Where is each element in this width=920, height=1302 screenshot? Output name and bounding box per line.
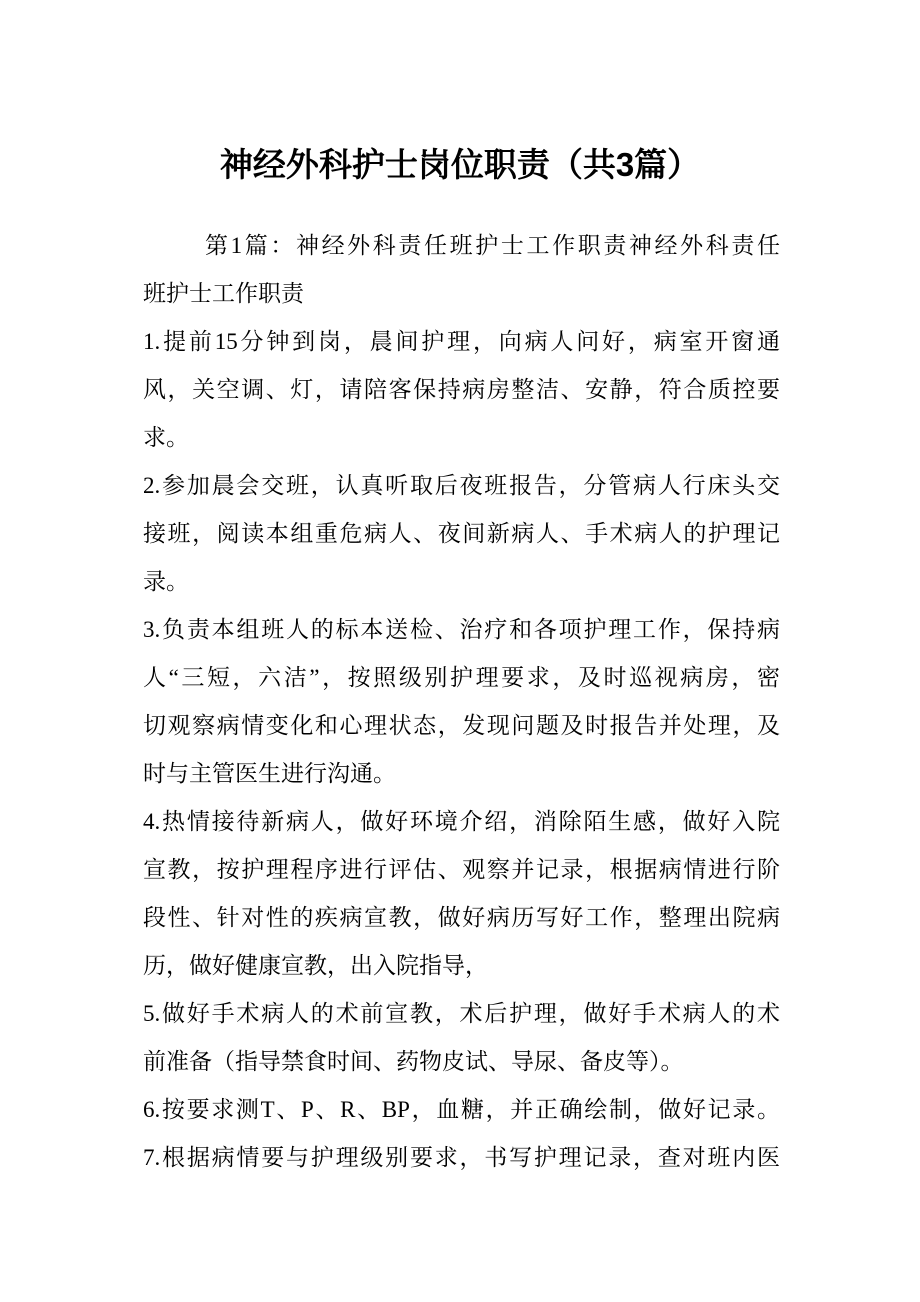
text-line: 录。 (143, 569, 189, 594)
text-line: 历，做好健康宣教，出入院指导， (143, 953, 488, 978)
text-line: 6.按要求测T、P、R、BP，血糖，并正确绘制，做好记录。 (143, 1097, 780, 1122)
text-line: 人“三短，六洁”，按照级别护理要求，及时巡视病房，密 (143, 665, 780, 690)
text-line: 第1篇：神经外科责任班护士工作职责神经外科责任 (205, 233, 780, 258)
text-line: 4.热情接待新病人，做好环境介绍，消除陌生感，做好入院 (143, 809, 780, 834)
paragraph (143, 222, 780, 318)
paragraph (143, 462, 780, 606)
paragraph (143, 798, 780, 990)
text-line: 宣教，按护理程序进行评估、观察并记录，根据病情进行阶 (143, 857, 780, 882)
text-line: 求。 (143, 425, 189, 450)
text-line: 班护士工作职责 (143, 281, 304, 306)
paragraph (143, 1134, 780, 1182)
document-body (143, 222, 780, 1182)
document-title: 神经外科护士岗位职责（共3篇） (219, 146, 701, 183)
text-line: 时与主管医生进行沟通。 (143, 761, 396, 786)
text-line: 3.负责本组班人的标本送检、治疗和各项护理工作，保持病 (143, 617, 780, 642)
paragraph (143, 990, 780, 1086)
text-line: 风，关空调、灯，请陪客保持病房整洁、安静，符合质控要 (143, 377, 780, 402)
paragraph (143, 318, 780, 462)
text-line: 5.做好手术病人的术前宣教，术后护理，做好手术病人的术 (143, 1001, 780, 1026)
text-line: 切观察病情变化和心理状态，发现问题及时报告并处理，及 (143, 713, 780, 738)
paragraph (143, 606, 780, 798)
text-line: 段性、针对性的疾病宣教，做好病历写好工作，整理出院病 (143, 905, 780, 930)
text-line: 前准备（指导禁食时间、药物皮试、导尿、备皮等）。 (143, 1049, 684, 1074)
paragraph (143, 1086, 780, 1134)
text-line: 接班，阅读本组重危病人、夜间新病人、手术病人的护理记 (143, 521, 780, 546)
text-line: 1.提前15分钟到岗，晨间护理，向病人问好，病室开窗通 (143, 329, 780, 354)
text-line: 7.根据病情要与护理级别要求，书写护理记录，查对班内医 (143, 1145, 780, 1170)
text-line: 2.参加晨会交班，认真听取后夜班报告，分管病人行床头交 (143, 473, 780, 498)
